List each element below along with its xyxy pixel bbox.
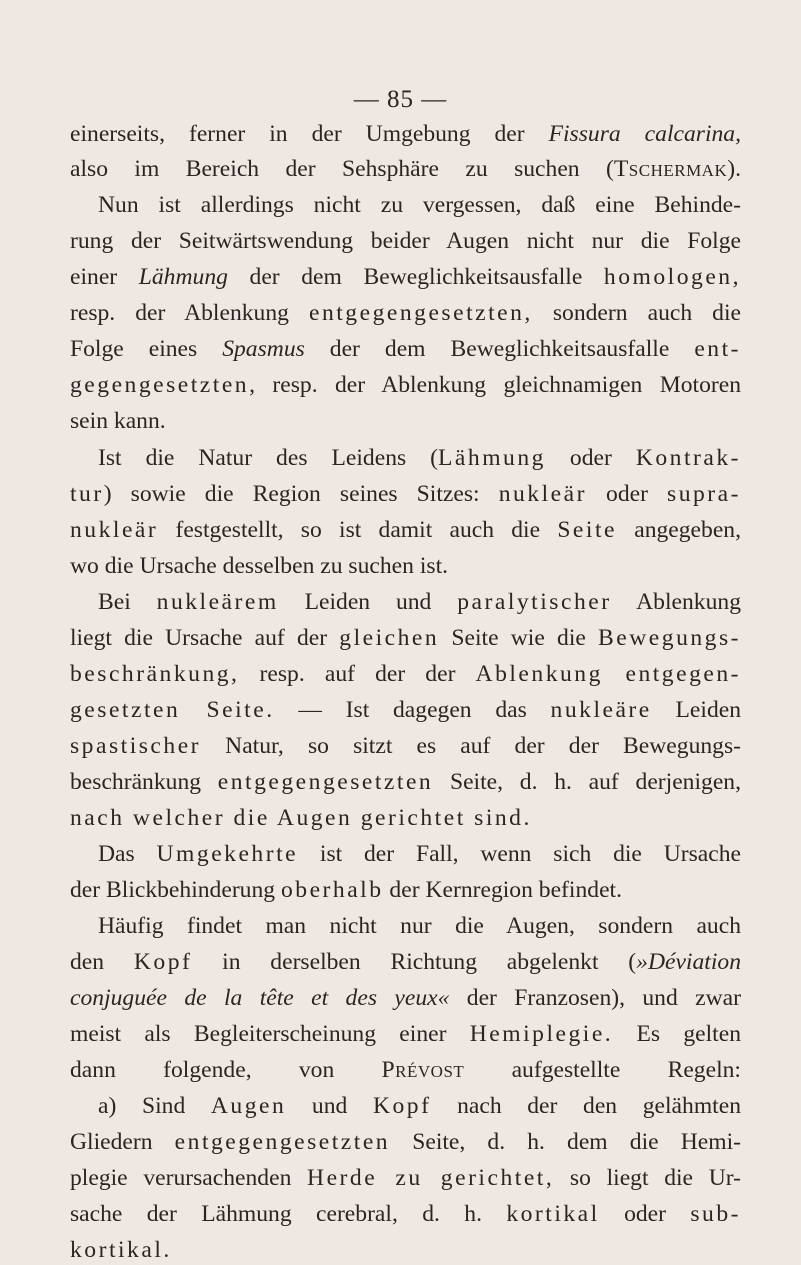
text-line <box>70 262 741 292</box>
text-line <box>98 839 741 869</box>
text-line <box>70 1055 741 1085</box>
spaced-run: nukleäre <box>550 697 652 723</box>
spaced-run: entgegengesetzten <box>217 769 434 795</box>
spaced-run: beschränkung, <box>70 661 240 687</box>
spaced-run: spastischer <box>70 733 202 759</box>
text-line <box>70 1235 741 1265</box>
text-line <box>70 226 741 256</box>
text-line <box>70 803 741 833</box>
spaced-run: sub- <box>690 1201 741 1227</box>
text-line <box>98 190 741 220</box>
text-run: der Kernregion befindet. <box>383 877 622 903</box>
page-number: — 85 — <box>353 86 448 113</box>
spaced-run: Lähmung <box>438 445 546 471</box>
italic-run: Fissura calcarina, <box>548 121 741 147</box>
italic-run: »Déviation <box>636 949 741 975</box>
spaced-run: Umgekehrte <box>156 841 299 867</box>
text-run: Bei <box>98 589 157 615</box>
text-line <box>70 731 741 761</box>
spaced-run: kortikal <box>506 1201 600 1227</box>
spaced-run: gesetzten Seite. <box>70 697 275 723</box>
italic-run: Spasmus <box>222 336 305 362</box>
text-line <box>70 1127 741 1157</box>
text-run: resp. der Ablenkung <box>70 300 309 326</box>
spaced-run: kortikal. <box>70 1237 172 1263</box>
spaced-run: entgegengesetzten, <box>308 300 533 326</box>
text-run: also im Bereich der Sehsphäre zu suchen ( <box>70 156 614 182</box>
spaced-run: gleichen <box>339 625 440 651</box>
text-run: meist als Begleiterscheinung einer <box>70 1021 470 1047</box>
italic-run: conjuguée de la tête et des yeux« <box>70 985 450 1011</box>
text-run: resp. auf der der <box>239 661 476 687</box>
text-line <box>70 1199 741 1229</box>
spaced-run: Herde zu gerichtet, <box>307 1165 555 1191</box>
text-run: Seite, d. h. auf derjenigen, <box>433 769 741 795</box>
text-run: liegt die Ursache auf der <box>70 625 340 651</box>
text-run: sondern auch die <box>532 300 741 326</box>
text-line <box>98 587 741 617</box>
text-run: und <box>286 1093 373 1119</box>
text-run: Das <box>98 841 157 867</box>
text-run: der dem Beweglichkeitsausfalle <box>227 264 604 290</box>
spaced-run: Kontrak- <box>635 445 741 471</box>
spaced-run: supra- <box>667 481 741 507</box>
text-run: Seite, d. h. dem die Hemi- <box>390 1129 741 1155</box>
text-run: — Ist dagegen das <box>274 697 551 723</box>
small-caps-run: Prévost <box>381 1057 465 1083</box>
spaced-run: oberhalb <box>280 877 384 903</box>
text-line <box>98 443 741 473</box>
spaced-run: ent- <box>694 336 741 362</box>
spaced-run: homologen, <box>603 264 741 290</box>
text-run: Es gelten <box>613 1021 741 1047</box>
text-run: ). <box>727 156 741 182</box>
text-run: oder <box>599 1201 691 1227</box>
spaced-run: Augen <box>210 1093 287 1119</box>
text-run: ) sowie die Region seines Sitzes: <box>103 481 499 507</box>
italic-run: Lähmung <box>138 264 228 290</box>
text-line <box>70 479 741 509</box>
text-run: Ablenkung <box>611 589 741 615</box>
text-line <box>70 947 741 977</box>
text-run: sein kann. <box>70 408 166 434</box>
text-line <box>70 370 741 400</box>
text-run: Leiden <box>651 697 742 723</box>
text-line <box>70 334 741 364</box>
text-run: beschränkung <box>70 769 218 795</box>
text-run: a) Sind <box>98 1093 211 1119</box>
text-run: Natur, so sitzt es auf der der Bewegungs- <box>201 733 741 759</box>
text-line <box>70 875 741 905</box>
small-caps-run: Tschermak <box>613 156 728 182</box>
text-line <box>98 911 741 941</box>
text-run: angegeben, <box>617 517 741 543</box>
spaced-run: Hemiplegie. <box>469 1021 614 1047</box>
text-run: einerseits, ferner in der Umgebung der <box>70 121 549 147</box>
text-run: Folge eines <box>70 336 223 362</box>
spaced-run: gegengesetzten <box>70 372 250 398</box>
text-line <box>70 406 741 436</box>
text-line <box>70 983 741 1013</box>
spaced-run: nukleär <box>498 481 587 507</box>
text-run: Seite wie die <box>439 625 599 651</box>
text-line <box>70 515 741 545</box>
text-run: Nun ist allerdings nicht zu vergessen, daß eine Behinde- <box>98 192 741 218</box>
text-run: oder <box>586 481 668 507</box>
spaced-run: Bewegungs- <box>598 625 741 651</box>
text-run: den <box>70 949 134 975</box>
text-line <box>70 298 741 328</box>
spaced-run: Seite <box>557 517 617 543</box>
text-run: Ist die Natur des Leidens ( <box>98 445 439 471</box>
spaced-run: nukleär <box>70 517 159 543</box>
text-line <box>70 659 741 689</box>
spaced-run: Ablenkung entgegen- <box>475 661 741 687</box>
text-line <box>70 1163 741 1193</box>
text-run: der dem Beweglichkeitsausfalle <box>304 336 695 362</box>
text-line <box>70 119 741 149</box>
text-line <box>98 1091 741 1121</box>
text-line <box>70 154 741 184</box>
text-run: oder <box>545 445 636 471</box>
spaced-run: Kopf <box>372 1093 432 1119</box>
text-run: sache der Lähmung cerebral, d. h. <box>70 1201 507 1227</box>
text-run: einer <box>70 264 139 290</box>
text-run: plegie verursachenden <box>70 1165 308 1191</box>
text-run: in derselben Richtung abgelenkt ( <box>192 949 637 975</box>
text-run: Gliedern <box>70 1129 175 1155</box>
spaced-run: entgegengesetzten <box>174 1129 391 1155</box>
spaced-run: nukleärem <box>156 589 279 615</box>
text-run: , resp. der Ablenkung gleichnamigen Motoren <box>249 372 741 398</box>
text-run: dann folgende, von <box>70 1057 382 1083</box>
spaced-run: tur <box>70 481 104 507</box>
text-line <box>70 695 741 725</box>
text-run: ist der Fall, wenn sich die Ursache <box>298 841 741 867</box>
text-line <box>70 767 741 797</box>
spaced-run: paralytischer <box>457 589 612 615</box>
text-line <box>70 551 741 581</box>
text-run: nach der den gelähmten <box>431 1093 741 1119</box>
text-run: so liegt die Ur- <box>554 1165 741 1191</box>
spaced-run: Kopf <box>133 949 193 975</box>
text-run: Leiden und <box>278 589 458 615</box>
text-run: der Blickbehinderung <box>70 877 281 903</box>
spaced-run: nach welcher die Augen gerichtet sind. <box>70 805 532 831</box>
text-run: Häufig findet man nicht nur die Augen, sondern auch <box>98 913 741 939</box>
text-run: rung der Seitwärtswendung beider Augen nicht nur die Folge <box>70 228 741 254</box>
text-run: festgestellt, so ist damit auch die <box>158 517 558 543</box>
text-run: wo die Ursache desselben zu suchen ist. <box>70 553 449 579</box>
text-line <box>70 1019 741 1049</box>
text-run: aufgestellte Regeln: <box>464 1057 741 1083</box>
text-run: der Franzosen), und zwar <box>449 985 741 1011</box>
text-line <box>70 623 741 653</box>
